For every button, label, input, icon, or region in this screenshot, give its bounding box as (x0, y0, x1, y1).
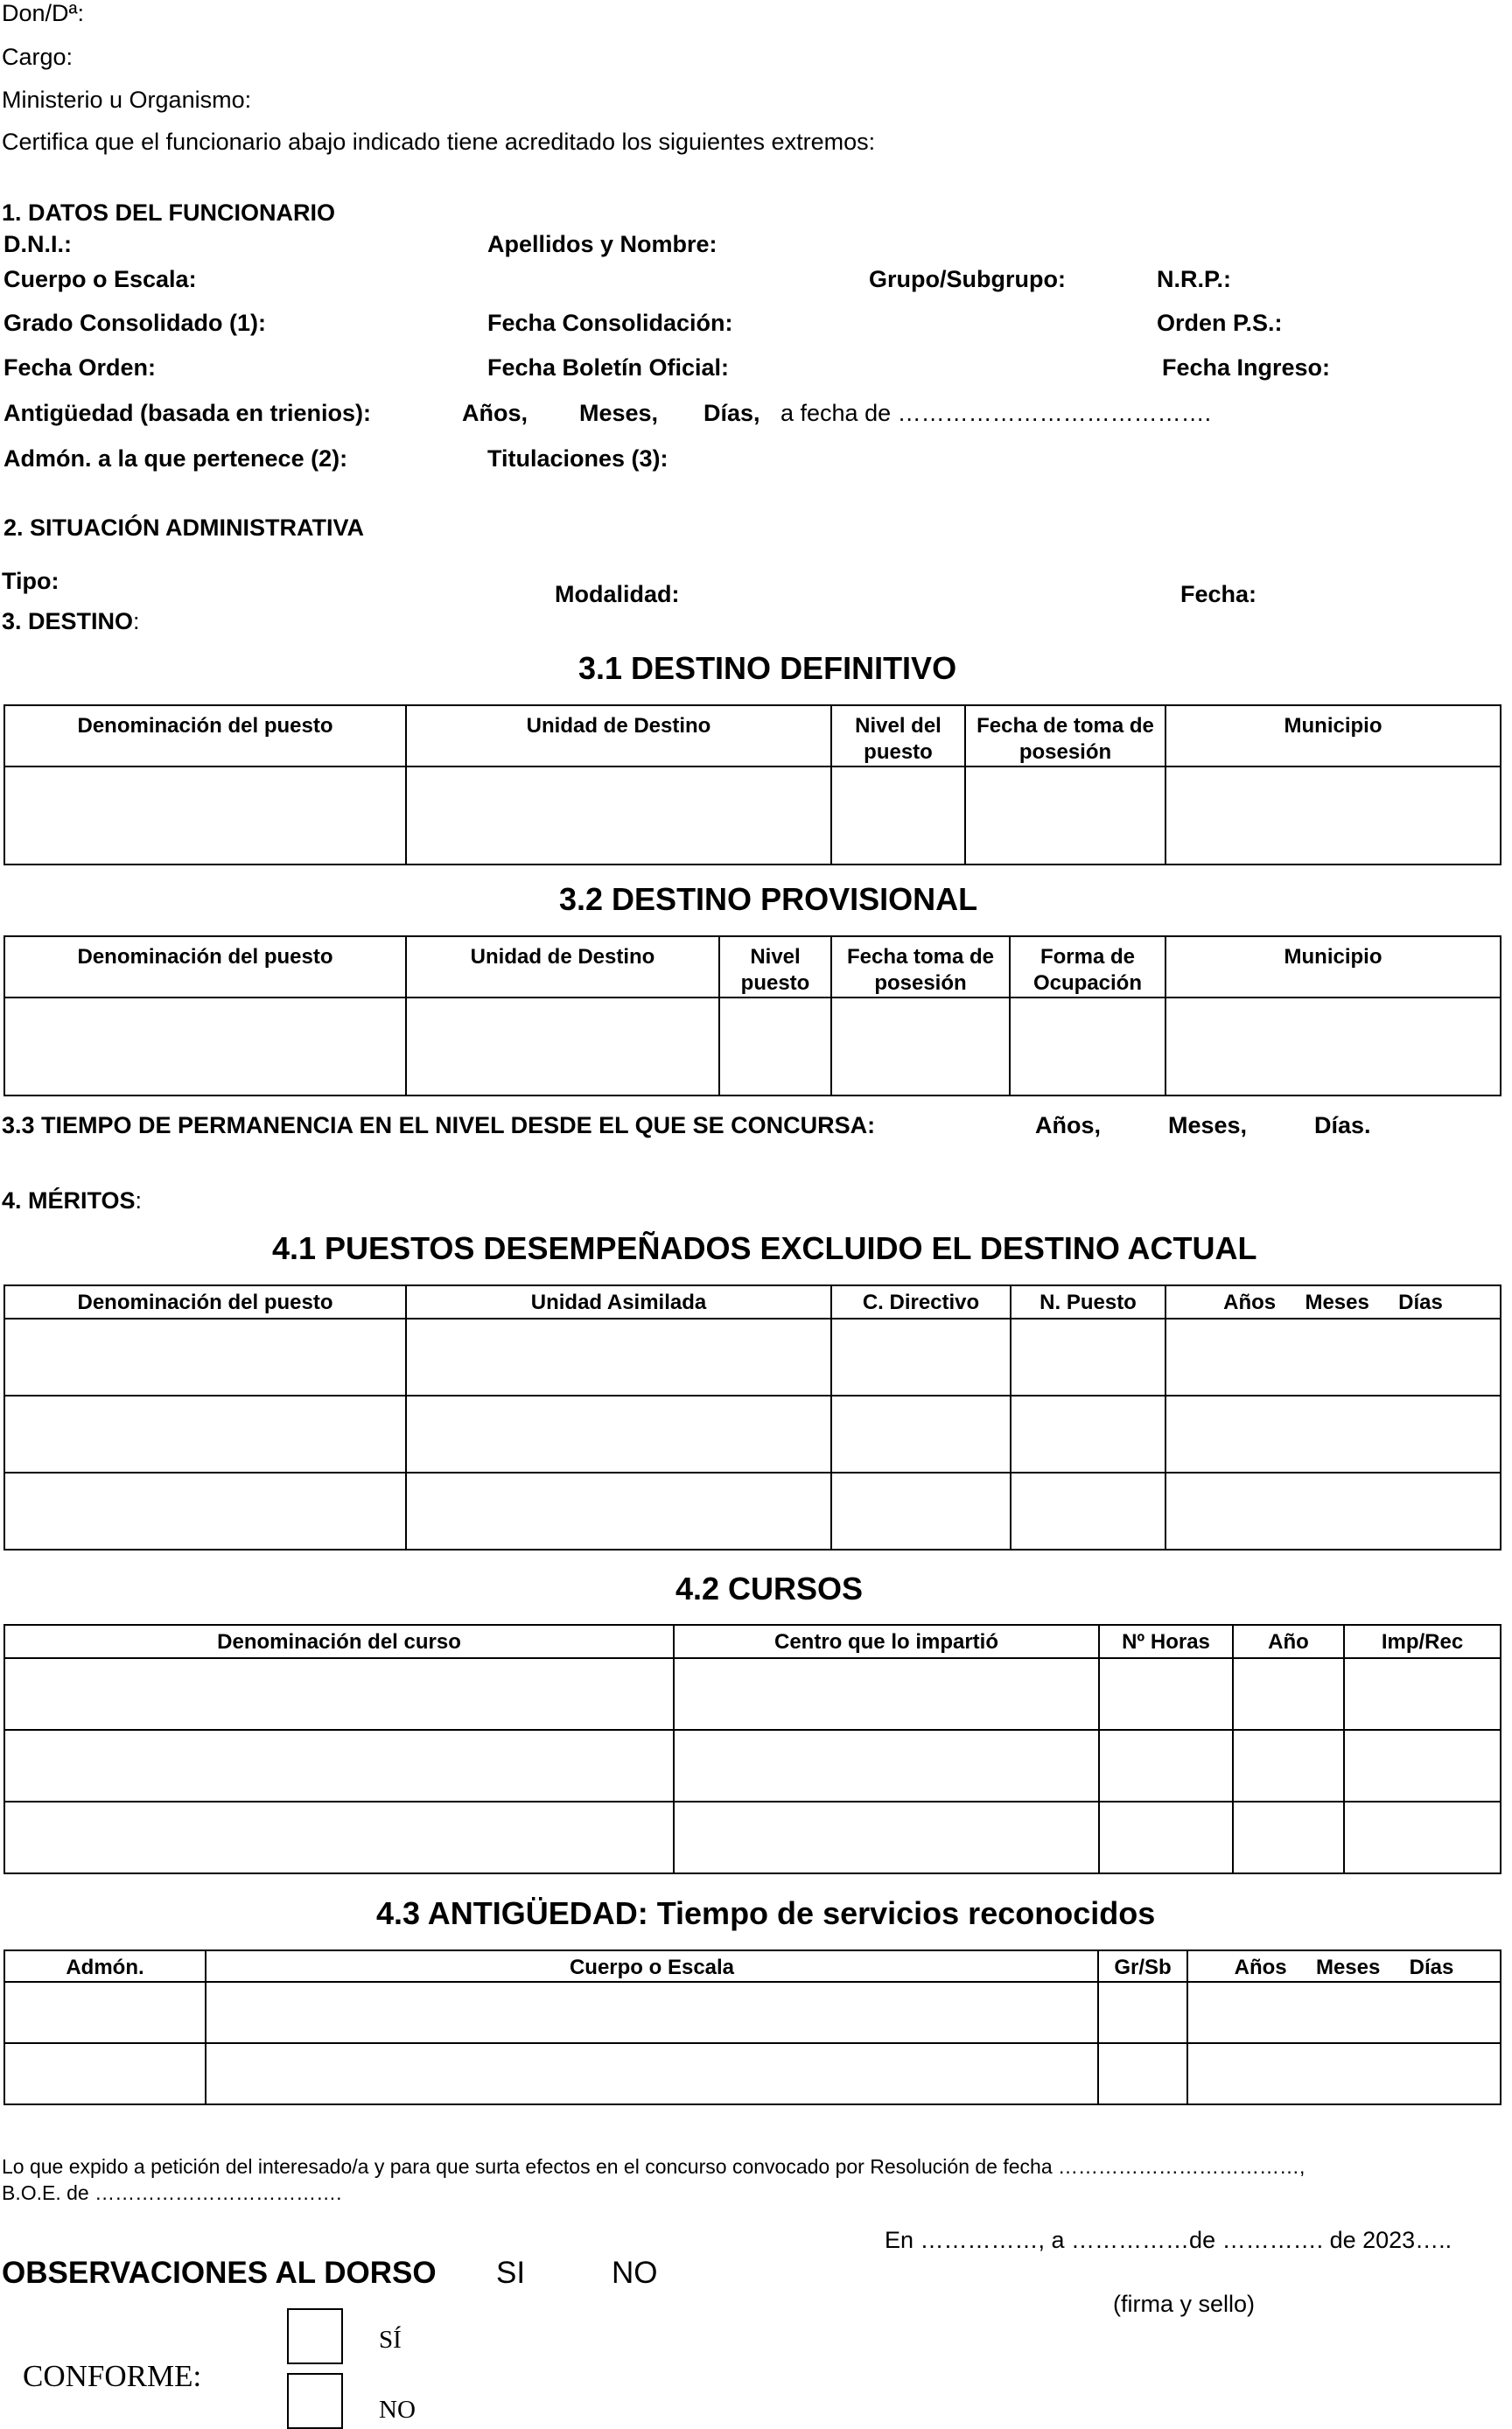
table-cell[interactable] (1011, 1473, 1166, 1550)
table-cell[interactable] (1344, 1730, 1501, 1802)
table-cell[interactable] (406, 766, 831, 864)
nrp-label: N.R.P.: (1157, 266, 1232, 292)
header-cell: Admón. (4, 1950, 206, 1982)
table-cell[interactable] (406, 1396, 831, 1473)
cuerpo-label: Cuerpo o Escala: (4, 266, 197, 292)
conforme-no-label: NO (379, 2396, 416, 2424)
table-cell[interactable] (1011, 1319, 1166, 1396)
table-cell[interactable] (1098, 2043, 1187, 2104)
table-cell[interactable] (4, 766, 406, 864)
lugar-fecha-text: En ……………, a ……………de …………. de 2023….. (885, 2227, 1452, 2253)
conforme-si-checkbox[interactable] (287, 2308, 343, 2364)
observaciones-no[interactable]: NO (612, 2256, 658, 2290)
table-cell[interactable] (1166, 998, 1501, 1096)
permanencia-label: 3.3 TIEMPO DE PERMANENCIA EN EL NIVEL DESDE EL QUE SE CONCURSA: (2, 1112, 876, 1138)
tipo-label: Tipo: (2, 568, 60, 594)
modalidad-label: Modalidad: (555, 581, 680, 607)
permanencia-anos: Años, (1035, 1112, 1102, 1138)
table-cell[interactable] (1098, 1982, 1187, 2043)
header-cell: Años Meses Días (1187, 1950, 1501, 1982)
table-cell[interactable] (831, 766, 965, 864)
table-cell[interactable] (406, 1473, 831, 1550)
table-cell[interactable] (831, 1396, 1011, 1473)
header-cell: Denominación del puesto (4, 936, 406, 998)
cursos-title: 4.2 CURSOS (676, 1571, 864, 1606)
table-cell[interactable] (674, 1730, 1099, 1802)
header-cell: Nº Horas (1099, 1625, 1233, 1658)
fecha-ingreso-label: Fecha Ingreso: (1162, 354, 1331, 381)
table-cell[interactable] (1344, 1802, 1501, 1873)
table-cell[interactable] (4, 1802, 674, 1873)
section-4-title: 4. MÉRITOS: (2, 1187, 143, 1214)
table-cell[interactable] (4, 1658, 674, 1730)
table-cell[interactable] (406, 1319, 831, 1396)
table-cell[interactable] (719, 998, 831, 1096)
table-cell[interactable] (965, 766, 1166, 864)
header-cell: Unidad de Destino (406, 705, 831, 766)
conforme-si-label: SÍ (379, 2326, 402, 2354)
header-cell: Imp/Rec (1344, 1625, 1501, 1658)
table-cell[interactable] (1010, 998, 1166, 1096)
table-cell[interactable] (1233, 1658, 1344, 1730)
meses-label: Meses, (579, 400, 659, 426)
permanencia-dias: Días. (1314, 1112, 1371, 1138)
table-cell[interactable] (1166, 766, 1501, 864)
destino-provisional-title: 3.2 DESTINO PROVISIONAL (559, 881, 978, 917)
table-cell[interactable] (1011, 1396, 1166, 1473)
section-3-title: 3. DESTINO: (2, 608, 140, 634)
table-cell[interactable] (1166, 1473, 1501, 1550)
table-cell[interactable] (1187, 2043, 1501, 2104)
cursos-table (4, 1624, 1502, 1874)
header-cell: Municipio (1166, 705, 1501, 766)
table-cell[interactable] (1344, 1658, 1501, 1730)
observaciones-label: OBSERVACIONES AL DORSO (2, 2256, 437, 2290)
header-cell: Forma de Ocupación (1010, 936, 1166, 998)
header-cell: Denominación del puesto (4, 1285, 406, 1319)
header-cell: N. Puesto (1011, 1285, 1166, 1319)
header-cell: Cuerpo o Escala (206, 1950, 1098, 1982)
table-cell[interactable] (406, 998, 719, 1096)
table-cell[interactable] (1187, 1982, 1501, 2043)
fecha-consolidacion-label: Fecha Consolidación: (487, 310, 733, 336)
destino-definitivo-title: 3.1 DESTINO DEFINITIVO (578, 650, 957, 686)
boe-text: B.O.E. de ………………………………. (2, 2181, 342, 2204)
header-cell: Unidad Asimilada (406, 1285, 831, 1319)
table-cell[interactable] (4, 998, 406, 1096)
ministerio-label: Ministerio u Organismo: (2, 87, 252, 113)
cargo-label: Cargo: (2, 44, 74, 70)
certifica-text: Certifica que el funcionario abajo indicado tiene acreditado los siguientes extremos: (2, 129, 876, 155)
table-cell[interactable] (1233, 1802, 1344, 1873)
table-cell[interactable] (674, 1658, 1099, 1730)
apellidos-label: Apellidos y Nombre: (487, 231, 718, 257)
orden-ps-label: Orden P.S.: (1157, 310, 1283, 336)
antiguedad-title: 4.3 ANTIGÜEDAD: Tiempo de servicios reconocidos (376, 1895, 1156, 1931)
table-cell[interactable] (206, 1982, 1098, 2043)
permanencia-meses: Meses, (1168, 1112, 1248, 1138)
header-cell: Años Meses Días (1166, 1285, 1501, 1319)
firma-sello-label: (firma y sello) (1113, 2291, 1256, 2317)
section-1-title: 1. DATOS DEL FUNCIONARIO (2, 200, 336, 226)
header-cell: Fecha toma de posesión (831, 936, 1010, 998)
expido-text: Lo que expido a petición del interesado/a y para que surta efectos en el concurso convocado por Resolución de fecha ………………………………, (2, 2155, 1306, 2178)
fecha-orden-label: Fecha Orden: (4, 354, 157, 381)
table-cell[interactable] (1233, 1730, 1344, 1802)
don-label: Don/Dª: (2, 0, 85, 26)
fecha-boletin-label: Fecha Boletín Oficial: (487, 354, 730, 381)
dias-label: Días, (704, 400, 760, 426)
section-2-title: 2. SITUACIÓN ADMINISTRATIVA (4, 514, 365, 541)
table-cell[interactable] (1166, 1396, 1501, 1473)
header-cell: Año (1233, 1625, 1344, 1658)
table-cell[interactable] (4, 2043, 206, 2104)
table-cell[interactable] (4, 1730, 674, 1802)
header-cell: C. Directivo (831, 1285, 1011, 1319)
header-cell: Fecha de toma de posesión (965, 705, 1166, 766)
destino-provisional-table (4, 935, 1502, 1096)
grupo-label: Grupo/Subgrupo: (869, 266, 1066, 292)
table-cell[interactable] (831, 1319, 1011, 1396)
header-cell: Gr/Sb (1098, 1950, 1187, 1982)
header-cell: Nivel del puesto (831, 705, 965, 766)
observaciones-si[interactable]: SI (496, 2256, 526, 2290)
header-cell: Centro que lo impartió (674, 1625, 1099, 1658)
header-cell: Unidad de Destino (406, 936, 719, 998)
admon-label: Admón. a la que pertenece (2): (4, 445, 348, 472)
puestos-desempenados-title: 4.1 PUESTOS DESEMPEÑADOS EXCLUIDO EL DESTINO ACTUAL (272, 1230, 1257, 1266)
table-cell[interactable] (4, 1982, 206, 2043)
header-cell: Denominación del puesto (4, 705, 406, 766)
titulaciones-label: Titulaciones (3): (487, 445, 668, 472)
table-cell[interactable] (1166, 1319, 1501, 1396)
antiguedad-table (4, 1950, 1502, 2105)
table-cell[interactable] (831, 998, 1010, 1096)
header-cell: Municipio (1166, 936, 1501, 998)
grado-label: Grado Consolidado (1): (4, 310, 266, 336)
header-cell: Nivel puesto (719, 936, 831, 998)
table-cell[interactable] (4, 1473, 406, 1550)
dni-label: D.N.I.: (4, 231, 72, 257)
conforme-label: CONFORME: (23, 2359, 202, 2393)
table-cell[interactable] (4, 1319, 406, 1396)
header-cell: Denominación del curso (4, 1625, 674, 1658)
antiguedad-label: Antigüedad (basada en trienios): (4, 400, 372, 426)
table-cell[interactable] (206, 2043, 1098, 2104)
table-cell[interactable] (1099, 1730, 1233, 1802)
a-fecha-de: a fecha de …………………………………. (780, 400, 1212, 426)
table-cell[interactable] (831, 1473, 1011, 1550)
table-cell[interactable] (4, 1396, 406, 1473)
table-cell[interactable] (1099, 1658, 1233, 1730)
anos-label: Años, (462, 400, 528, 426)
puestos-desempenados-table (4, 1284, 1502, 1550)
table-cell[interactable] (674, 1802, 1099, 1873)
fecha-label: Fecha: (1180, 581, 1257, 607)
table-cell[interactable] (1099, 1802, 1233, 1873)
conforme-no-checkbox[interactable] (287, 2373, 343, 2429)
destino-definitivo-table (4, 704, 1502, 865)
